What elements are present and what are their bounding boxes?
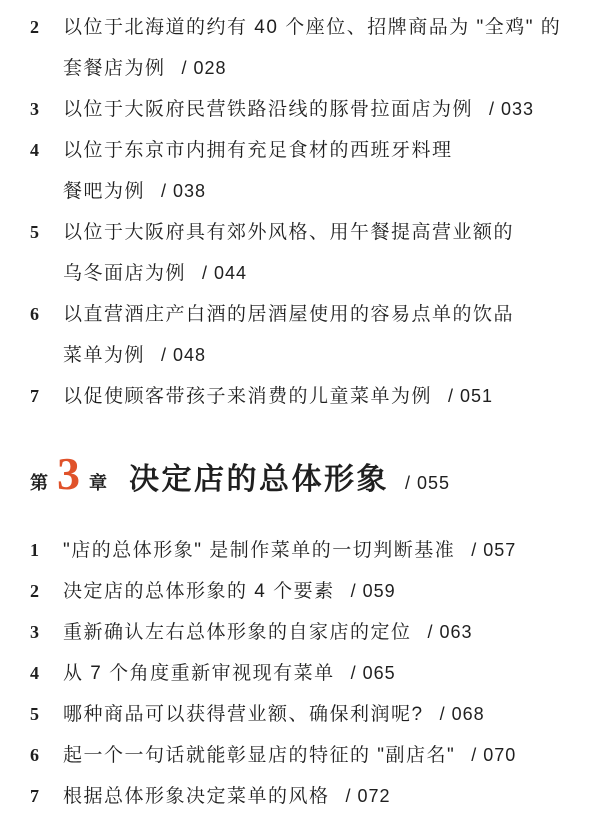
toc-item [30, 776, 590, 817]
toc-entry-line: 重新确认左右总体形象的自家店的定位 / 063 [63, 612, 590, 653]
toc-item-number: 6 [30, 304, 39, 324]
page-number-ref: / 057 [471, 540, 517, 560]
toc-entry-line: 以位于大阪府具有郊外风格、用午餐提高营业额的 [63, 222, 515, 243]
toc-item-text [63, 89, 590, 130]
toc-item [30, 653, 590, 694]
toc-item [30, 735, 590, 776]
toc-entry-line: 餐吧为例 / 038 [63, 171, 590, 212]
toc-item-number: 5 [30, 704, 39, 724]
toc-item-number: 4 [30, 140, 39, 160]
toc-item [30, 130, 590, 212]
page-number-ref: / 059 [350, 581, 396, 601]
toc-item [30, 7, 590, 89]
chapter-prefix: 第 [30, 473, 48, 493]
toc-list-bottom [0, 530, 600, 817]
toc-item-text [63, 530, 590, 571]
toc-entry-line: 根据总体形象决定菜单的风格 / 072 [63, 776, 590, 817]
toc-entry-line: 以直营酒庄产白酒的居酒屋使用的容易点单的饮品 [63, 304, 515, 325]
page-number-ref: / 068 [439, 704, 485, 724]
toc-item-number: 7 [30, 386, 39, 406]
chapter-suffix: 章 [89, 473, 107, 493]
toc-entry-line: 套餐店为例 / 028 [63, 48, 590, 89]
toc-item [30, 376, 590, 417]
toc-item [30, 694, 590, 735]
toc-item-number: 3 [30, 99, 39, 119]
page-number-ref: / 033 [489, 99, 535, 119]
toc-entry-line: 决定店的总体形象的 4 个要素 / 059 [63, 571, 590, 612]
page-number-ref: / 048 [161, 345, 207, 365]
toc-item [30, 530, 590, 571]
toc-entry-line: 以位于北海道的约有 40 个座位、招牌商品为 "全鸡" 的 [63, 17, 562, 38]
toc-item [30, 89, 590, 130]
toc-item [30, 571, 590, 612]
page-number-ref: / 072 [345, 786, 391, 806]
page-number-ref: / 028 [181, 58, 227, 78]
toc-item-text [63, 735, 590, 776]
toc-entry-line: 哪种商品可以获得营业额、确保利润呢? / 068 [63, 694, 590, 735]
toc-entry-line: "店的总体形象" 是制作菜单的一切判断基准 / 057 [63, 530, 590, 571]
toc-item-text [63, 7, 590, 89]
toc-entry-line: 以位于东京市内拥有充足食材的西班牙料理 [63, 140, 453, 161]
toc-item-number: 5 [30, 222, 39, 242]
toc-entry-line: 起一个一句话就能彰显店的特征的 "副店名" / 070 [63, 735, 590, 776]
chapter-title: 决定店的总体形象 [129, 463, 389, 496]
toc-item-text [63, 653, 590, 694]
toc-item-text [63, 612, 590, 653]
page-number-ref: / 044 [202, 263, 248, 283]
page-number-ref: / 038 [161, 181, 207, 201]
toc-item-number: 1 [30, 540, 39, 560]
page-number-ref: / 065 [350, 663, 396, 683]
toc-item-number: 4 [30, 663, 39, 683]
chapter-heading [30, 448, 600, 499]
toc-entry-line: 乌冬面店为例 / 044 [63, 253, 590, 294]
toc-entry-line: 以位于大阪府民营铁路沿线的豚骨拉面店为例 / 033 [63, 89, 590, 130]
toc-entry-line: 以促使顾客带孩子来消费的儿童菜单为例 / 051 [63, 376, 590, 417]
chapter-page-ref: / 055 [405, 473, 451, 493]
toc-item-number: 6 [30, 745, 39, 765]
toc-item-number: 3 [30, 622, 39, 642]
toc-entry-line: 从 7 个角度重新审视现有菜单 / 065 [63, 653, 590, 694]
toc-item [30, 612, 590, 653]
toc-item-text [63, 376, 590, 417]
toc-entry-line: 菜单为例 / 048 [63, 335, 590, 376]
page-number-ref: / 063 [427, 622, 473, 642]
toc-item-number: 2 [30, 17, 39, 37]
toc-item-number: 7 [30, 786, 39, 806]
toc-item [30, 294, 590, 376]
page-number-ref: / 051 [448, 386, 494, 406]
toc-item-text [63, 212, 590, 294]
toc-item-text [63, 130, 590, 212]
toc-item-text [63, 776, 590, 817]
toc-item-text [63, 694, 590, 735]
page-number-ref: / 070 [471, 745, 517, 765]
toc-item [30, 212, 590, 294]
toc-item-text [63, 294, 590, 376]
toc-item-number: 2 [30, 581, 39, 601]
toc-item-text [63, 571, 590, 612]
chapter-number: 3 [57, 448, 80, 499]
